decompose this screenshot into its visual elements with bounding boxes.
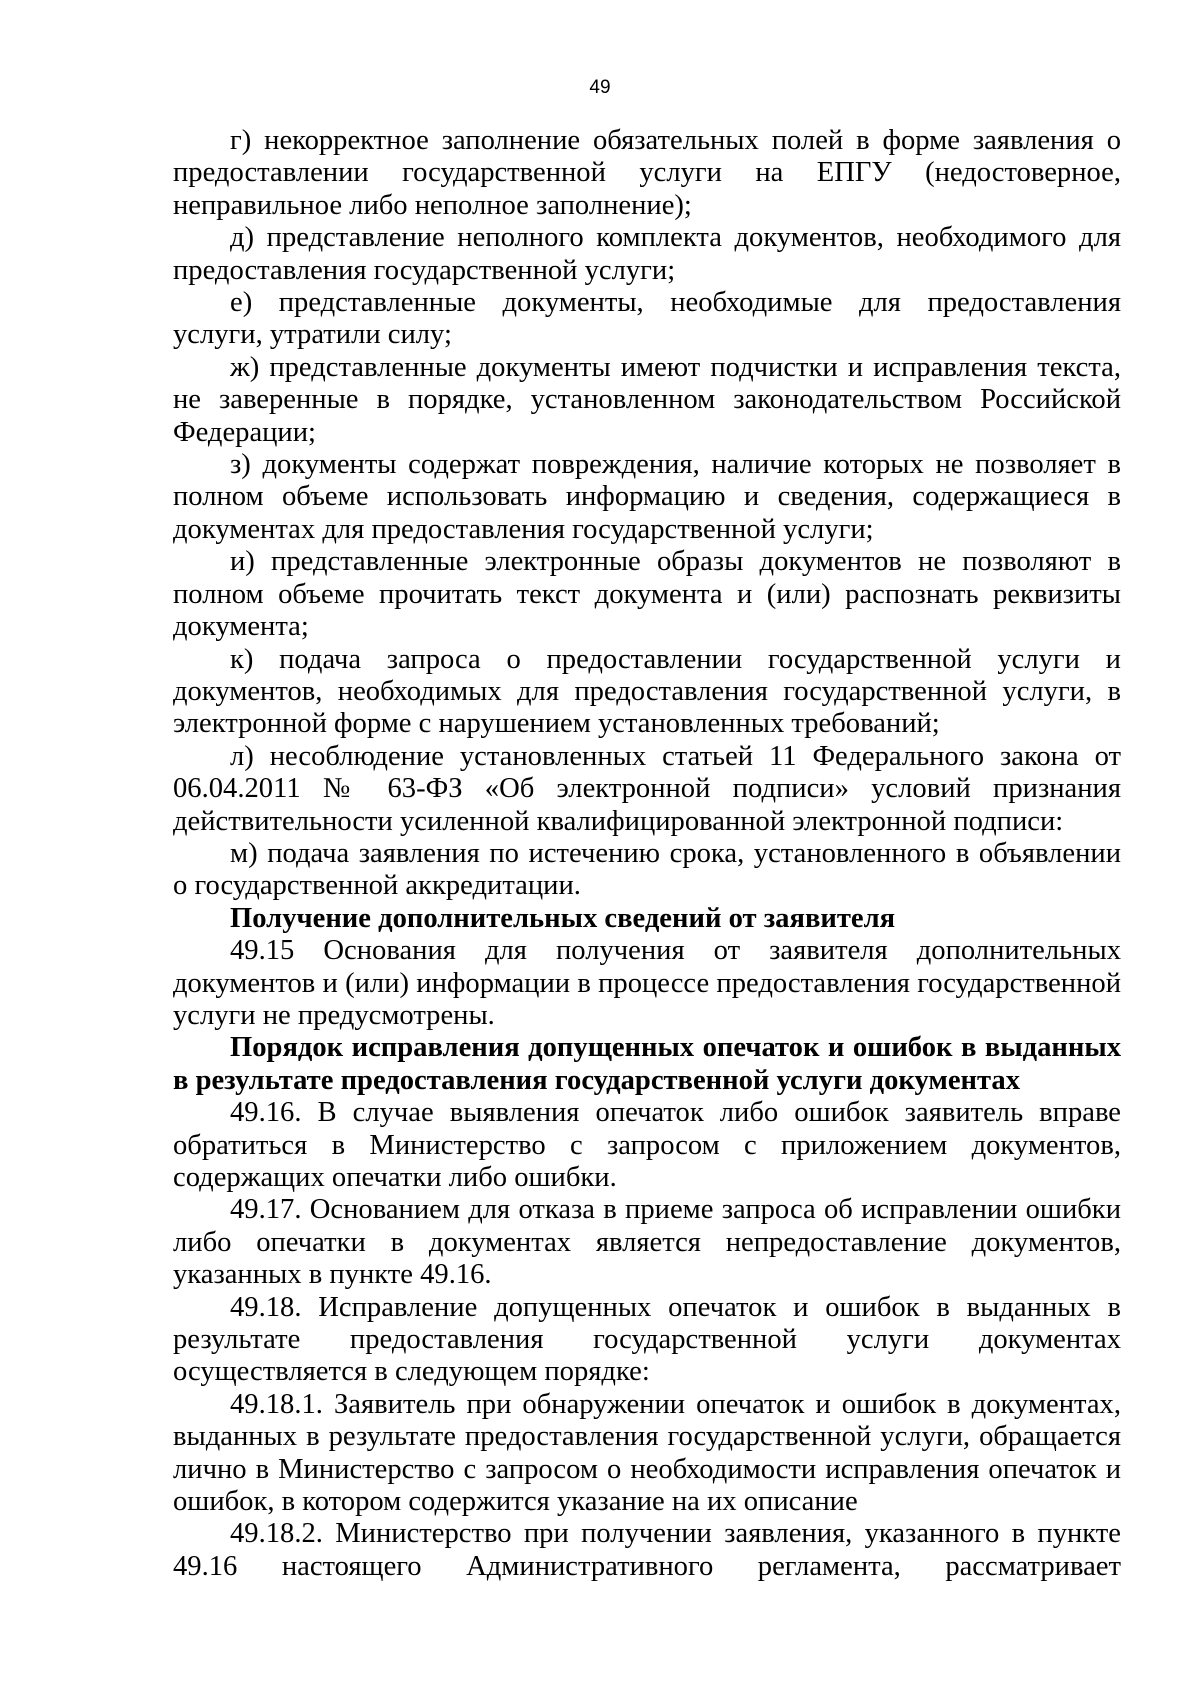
document-body <box>173 125 1121 1583</box>
paragraph-49-15: 49.15 Основания для получения от заявителя дополнительных документов и (или) информации в процессе предоставления государственной услуги не предусмотрены. <box>173 935 1121 1031</box>
page-number: 49 <box>589 77 611 98</box>
paragraph-m: м) подача заявления по истечению срока, установленного в объявлении о государственной аккредитации. <box>173 837 1121 902</box>
paragraph-49-16: 49.16. В случае выявления опечаток либо ошибок заявитель вправе обратиться в Министерство с запросом с приложением документов, содержащих опечатки либо ошибки. <box>173 1097 1121 1193</box>
paragraph-zh: ж) представленные документы имеют подчистки и исправления текста, не заверенные в порядке, установленном законодательством Российской Федерации; <box>173 351 1121 448</box>
paragraph-49-17: 49.17. Основанием для отказа в приеме запроса об исправлении ошибки либо опечатки в документах является непредоставление документов, указанных в пункте 49.16. <box>173 1194 1121 1291</box>
paragraph-z: з) документы содержат повреждения, наличие которых не позволяет в полном объеме использовать информацию и сведения, содержащиеся в документах для предоставления государственной услуги; <box>173 449 1121 545</box>
paragraph-i: и) представленные электронные образы документов не позволяют в полном объеме прочитать текст документа и (или) распознать реквизиты документа; <box>173 546 1121 643</box>
paragraph-l: л) несоблюдение установленных статьей 11 Федерального закона от 06.04.2011 № 63-ФЗ «Об электронной подписи» условий признания действительности усиленной квалифицированной электронной подписи: <box>173 740 1121 837</box>
paragraph-49-18-2: 49.18.2. Министерство при получении заявления, указанного в пункте 49.16 настоящего Административного регламента, рассматривает <box>173 1518 1121 1582</box>
paragraph-e: е) представленные документы, необходимые для предоставления услуги, утратили силу; <box>173 287 1121 351</box>
paragraph-d: д) представление неполного комплекта документов, необходимого для предоставления государственной услуги; <box>173 222 1121 286</box>
paragraph-49-18-1: 49.18.1. Заявитель при обнаружении опечаток и ошибок в документах, выданных в результате предоставления государственной услуги, обращается лично в Министерство с запросом о необходимости исправления опечаток и ошибок, в котором содержится указание на их описание <box>173 1388 1121 1518</box>
section-heading-additional-info: Получение дополнительных сведений от заявителя <box>230 902 896 934</box>
section-heading-corrections: Порядок исправления допущенных опечаток и ошибок в выданных в результате предоставления государственной услуги документах <box>173 1032 1121 1096</box>
paragraph-g: г) некорректное заполнение обязательных полей в форме заявления о предоставлении государственной услуги на ЕПГУ (недостоверное, неправильное либо неполное заполнение); <box>173 125 1121 221</box>
paragraph-k: к) подача запроса о предоставлении государственной услуги и документов, необходимых для предоставления государственной услуги, в электронной форме с нарушением установленных требований; <box>173 643 1121 740</box>
paragraph-49-18: 49.18. Исправление допущенных опечаток и ошибок в выданных в результате предоставления государственной услуги документах осуществляется в следующем порядке: <box>173 1291 1121 1388</box>
